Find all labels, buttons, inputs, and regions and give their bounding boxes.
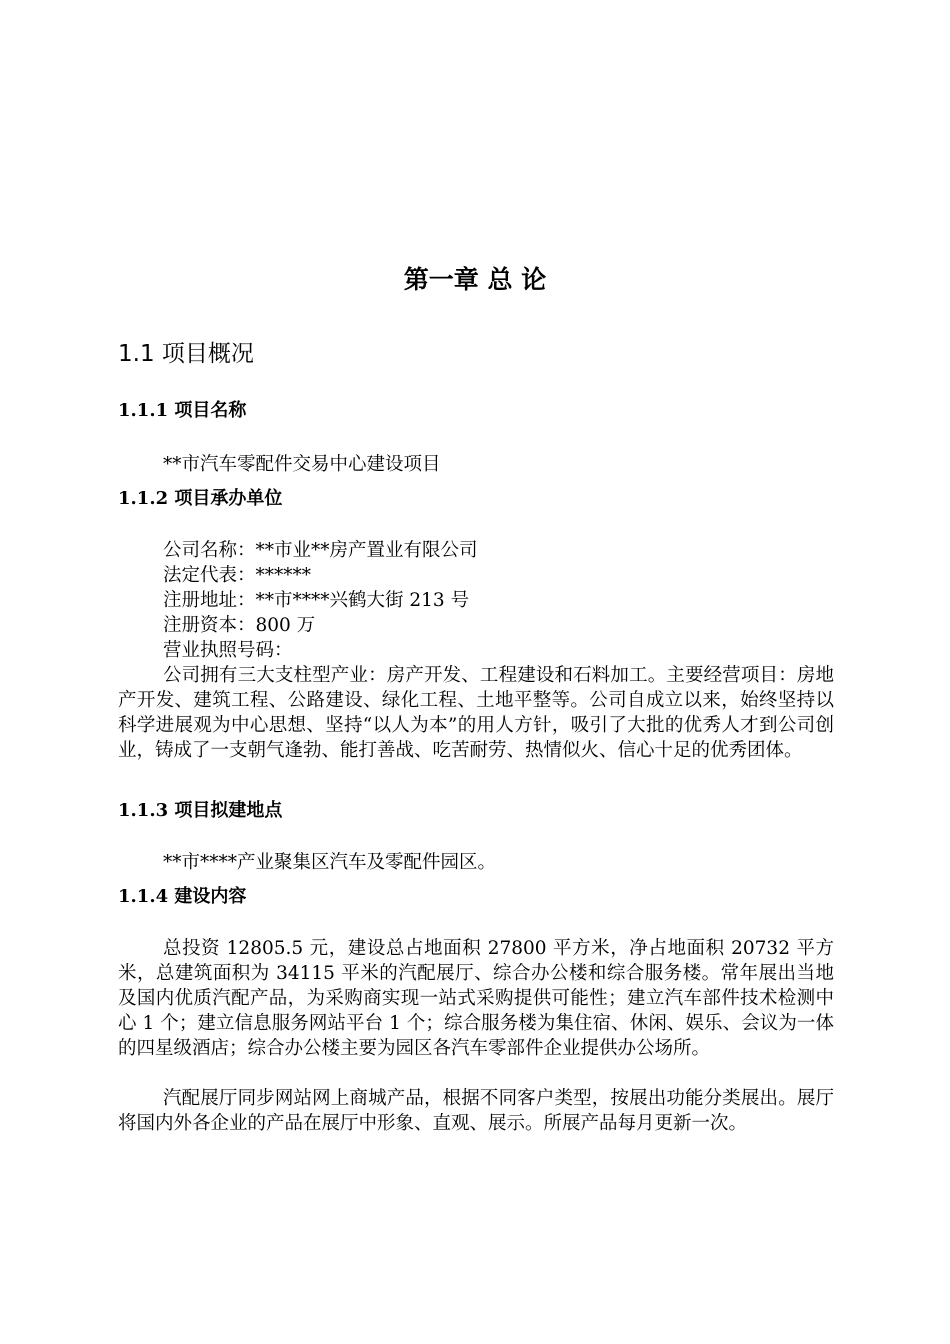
construction-paragraph-2: 汽配展厅同步网站网上商城产品，根据不同客户类型，按展出功能分类展出。展厅将国内外各企业的产品在展厅中形象、直观、展示。所展产品每月更新一次。 [118, 1088, 834, 1134]
heading-1-1-2: 1.1.2 项目承办单位 [118, 488, 283, 509]
capital-line: 注册资本：800 万 [163, 615, 316, 636]
construction-paragraph-1: 总投资 12805.5 元，建设总占地面积 27800 平方米，净占地面积 20732 平方米，总建筑面积为 34115 平米的汽配展厅、综合办公楼和综合服务楼。常年展出当地及国内优质汽配产品，为采购商实现一站式采购提供可能性；建立汽车部件技术检测中心 1 个；建立信息服务网站平台 1 个；综合服务楼为集住宿、休闲、娱乐、会议为一体的四星级酒店；综合办公楼主要为园区各汽车零部件企业提供办公场所。 [118, 938, 834, 1059]
company-name-line: 公司名称：**市业**房产置业有限公司 [163, 540, 478, 561]
heading-1-1-3: 1.1.3 项目拟建地点 [118, 800, 283, 821]
heading-1-1-4: 1.1.4 建设内容 [118, 886, 247, 907]
legal-rep-line: 法定代表：****** [163, 565, 312, 586]
heading-1-1-1: 1.1.1 项目名称 [118, 400, 247, 421]
company-intro-paragraph: 公司拥有三大支柱型产业：房产开发、工程建设和石料加工。主要经营项目：房地产开发、建筑工程、公路建设、绿化工程、土地平整等。公司自成立以来，始终坚持以科学进展观为中心思想、坚持“以人为本”的用人方针，吸引了大批的优秀人才到公司创业，铸成了一支朝气逢勃、能打善战、吃苦耐劳、热情似火、信心十足的优秀团体。 [118, 665, 834, 761]
section-title-1-1: 1.1 项目概况 [118, 341, 254, 367]
project-name-text: **市汽车零配件交易中心建设项目 [163, 454, 441, 475]
chapter-title: 第一章 总 论 [403, 265, 547, 294]
address-line: 注册地址：**市****兴鹤大街 213 号 [163, 590, 470, 611]
location-text: **市****产业聚集区汽车及零配件园区。 [163, 852, 497, 873]
license-line: 营业执照号码： [163, 640, 293, 661]
